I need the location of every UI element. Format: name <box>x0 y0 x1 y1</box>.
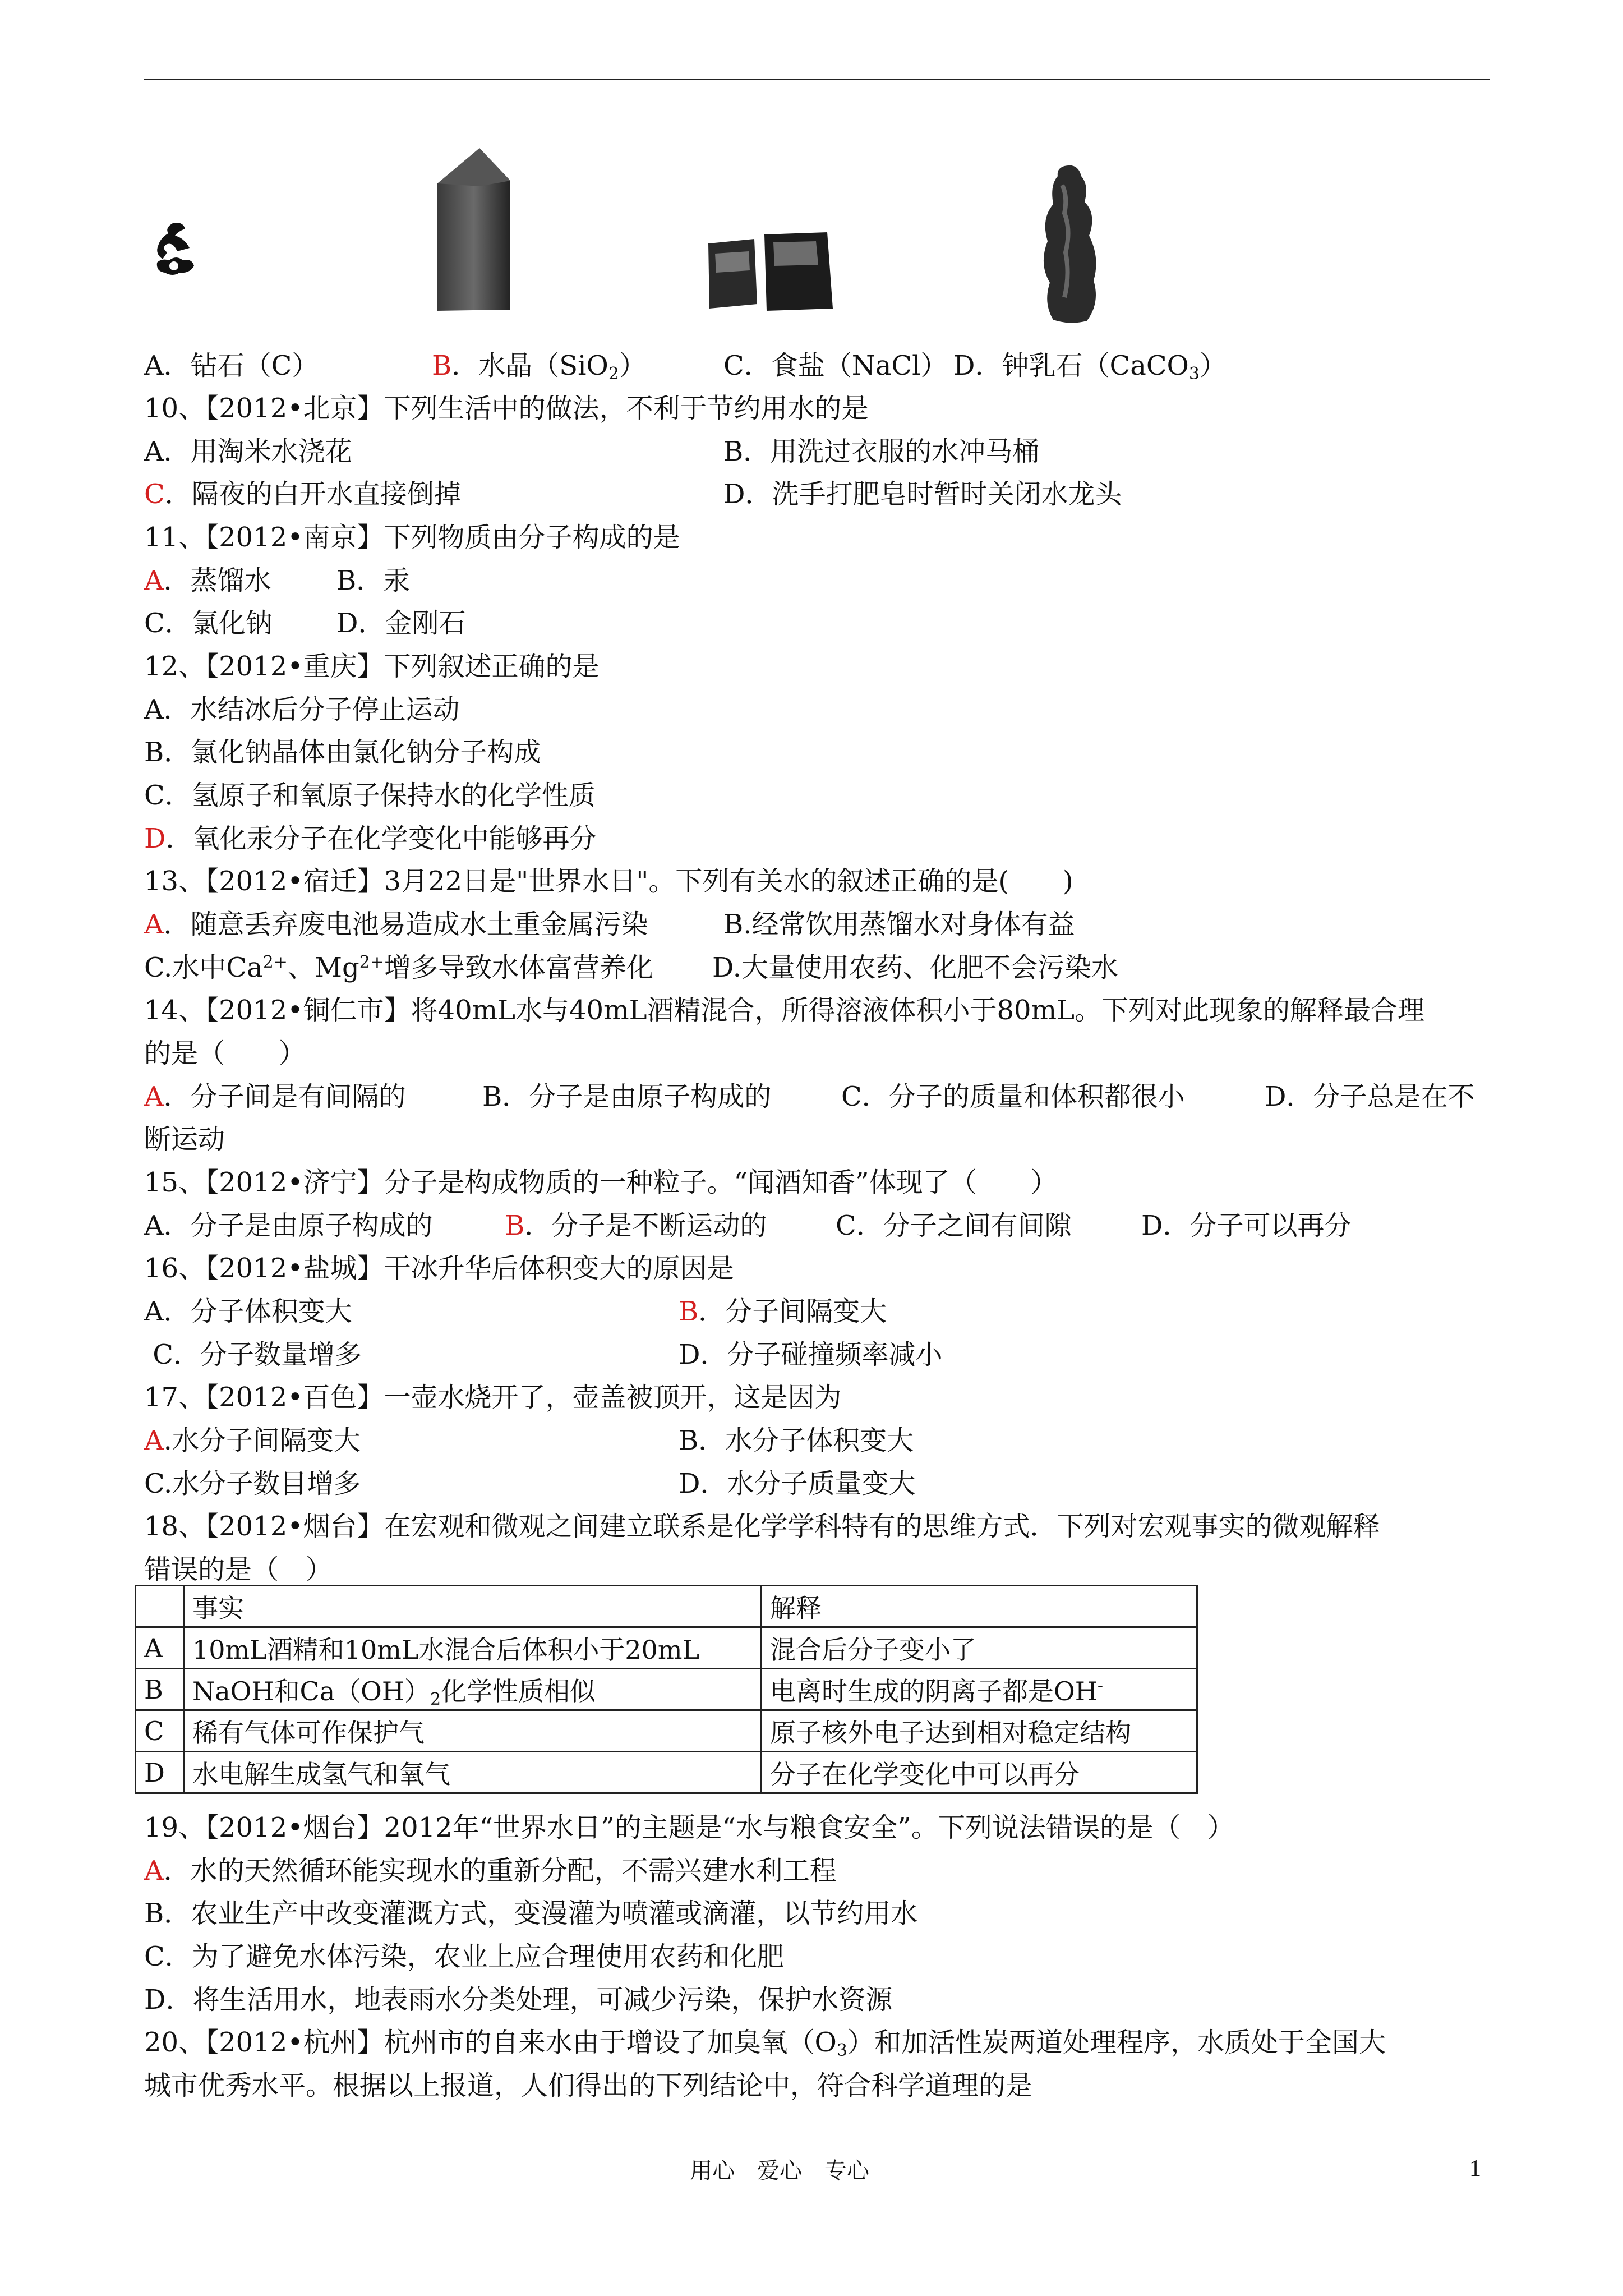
q9-option-c: C．食盐（NaCl） <box>723 350 948 381</box>
row-label: B <box>136 1669 184 1710</box>
table-header-row <box>136 1586 1197 1627</box>
q11-option-a <box>144 564 271 597</box>
q10-option-d: D．洗手打肥皂时暂时关闭水龙头 <box>723 478 1122 510</box>
answer-letter: A <box>144 1081 164 1112</box>
q12-stem: 12、【2012•重庆】下列叙述正确的是 <box>144 651 600 682</box>
q16-option-d: D．分子碰撞频率减小 <box>679 1339 943 1370</box>
q14-option-c: C．分子的质量和体积都很小 <box>841 1081 1185 1112</box>
q16-option-b-text: ．分子间隔变大 <box>698 1296 887 1327</box>
q19-option-d: D．将生活用水，地表雨水分类处理，可减少污染，保护水资源 <box>144 1984 893 2016</box>
answer-letter: C <box>144 478 165 510</box>
q10-option-a: A．用淘米水浇花 <box>144 436 352 467</box>
q19-option-c: C．为了避免水体污染，农业上应合理使用农药和化肥 <box>144 1941 784 1972</box>
q16-option-b <box>679 1295 887 1328</box>
table-header-cell <box>136 1586 184 1627</box>
table-row <box>136 1752 1197 1793</box>
q19-option-a-text: ．水的天然循环能实现水的重新分配，不需兴建水利工程 <box>163 1855 837 1887</box>
header-rule <box>144 79 1490 80</box>
paren: ） <box>619 350 646 381</box>
explain-cell: 混合后分子变小了 <box>762 1627 1197 1669</box>
subscript: 2 <box>608 364 619 384</box>
fact-text: NaOH和Ca（OH） <box>192 1676 430 1706</box>
q13-option-c-mid: 、Mg <box>287 952 359 983</box>
q13-option-a-text: ．随意丢弃废电池易造成水土重金属污染 <box>163 909 648 940</box>
q14-stem-line2: 的是（ ） <box>144 1038 306 1069</box>
q15-stem: 15、【2012•济宁】分子是构成物质的一种粒子。“闻酒知香”体现了（ ） <box>144 1167 1058 1198</box>
superscript: 2+ <box>359 953 384 972</box>
explain-text: 电离时生成的阴离子都是OH <box>770 1676 1098 1706</box>
superscript: - <box>1097 1676 1103 1696</box>
explain-cell <box>762 1669 1197 1710</box>
q20-stem-text: 20、【2012•杭州】杭州市的自来水由于增设了加臭氧（O <box>144 2027 837 2058</box>
q14-option-a-text: ．分子间是有间隔的 <box>163 1081 406 1112</box>
q20-stem-line2: 城市优秀水平。根据以上报道，人们得出的下列结论中，符合科学道理的是 <box>144 2070 1033 2101</box>
q13-option-c-text: C.水中Ca <box>144 952 263 983</box>
q16-option-c: C．分子数量增多 <box>144 1339 362 1370</box>
diamond-image <box>150 219 201 280</box>
explain-cell: 原子核外电子达到相对稳定结构 <box>762 1710 1197 1752</box>
q9-option-b <box>432 349 646 383</box>
q15-option-c: C．分子之间有间隙 <box>836 1210 1072 1241</box>
row-label: C <box>136 1710 184 1752</box>
q12-option-a: A．水结冰后分子停止运动 <box>144 694 460 725</box>
explain-cell: 分子在化学变化中可以再分 <box>762 1752 1197 1793</box>
q11-option-b: B．汞 <box>336 565 411 596</box>
q14-stem-line1: 14、【2012•铜仁市】将40mL水与40mL酒精混合，所得溶液体积小于80mL。下列对此现象的解释最合理 <box>144 995 1424 1026</box>
q18-stem-line2: 错误的是（ ） <box>144 1554 333 1585</box>
salt-crystal-image <box>704 231 838 315</box>
q14-option-b: B．分子是由原子构成的 <box>482 1081 772 1112</box>
q15-option-b <box>505 1209 767 1243</box>
answer-letter: B <box>505 1210 525 1241</box>
q11-option-a-text: ．蒸馏水 <box>163 565 271 596</box>
row-label: A <box>136 1627 184 1669</box>
fact-text-post: 化学性质相似 <box>441 1676 596 1706</box>
q11-option-c: C．氯化钠 <box>144 608 273 639</box>
subscript: 3 <box>1188 364 1200 384</box>
table-row <box>136 1627 1197 1669</box>
q12-option-d-text: ．氧化汞分子在化学变化中能够再分 <box>165 823 597 854</box>
answer-letter: D <box>144 823 166 854</box>
facts-table <box>135 1585 1198 1794</box>
table-row <box>136 1669 1197 1710</box>
footer-motto: 用心 爱心 专心 <box>690 2158 869 2184</box>
answer-letter: A <box>144 1855 164 1887</box>
superscript: 2+ <box>262 953 288 972</box>
q13-option-c-post: 增多导致水体富营养化 <box>384 952 653 983</box>
q10-option-c <box>144 477 461 511</box>
q13-option-d: D.大量使用农药、化肥不会污染水 <box>712 952 1119 983</box>
table-row <box>136 1710 1197 1752</box>
q12-option-c: C．氢原子和氧原子保持水的化学性质 <box>144 780 596 811</box>
q17-option-d: D．水分子质量变大 <box>679 1468 916 1499</box>
q16-stem: 16、【2012•盐城】干冰升华后体积变大的原因是 <box>144 1253 734 1284</box>
q13-stem: 13、【2012•宿迁】3月22日是"世界水日"。下列有关水的叙述正确的是( ) <box>144 866 1073 897</box>
q9-option-a: A．钻石（C） <box>144 350 319 381</box>
q13-option-a <box>144 908 648 941</box>
q9-option-b-text: ．水晶（SiO <box>451 350 608 381</box>
q10-stem: 10、【2012•北京】下列生活中的做法，不利于节约用水的是 <box>144 393 869 424</box>
q13-option-b: B.经常饮用蒸馏水对身体有益 <box>723 909 1075 940</box>
q17-stem: 17、【2012•百色】一壶水烧开了，壶盖被顶开，这是因为 <box>144 1382 842 1413</box>
q20-stem-text-post: ）和加活性炭两道处理程序，水质处于全国大 <box>847 2027 1386 2058</box>
q11-stem: 11、【2012•南京】下列物质由分子构成的是 <box>144 522 680 553</box>
q19-option-b: B．农业生产中改变灌溉方式，变漫灌为喷灌或滴灌，以节约用水 <box>144 1898 918 1929</box>
stalactite-image <box>1031 163 1109 325</box>
table-header-cell: 事实 <box>184 1586 762 1627</box>
q12-option-b: B．氯化钠晶体由氯化钠分子构成 <box>144 737 541 768</box>
answer-letter: B <box>679 1296 699 1327</box>
q12-option-d <box>144 822 597 855</box>
q11-option-d: D．金刚石 <box>336 608 466 639</box>
q13-option-c <box>144 951 653 984</box>
answer-letter: A <box>144 1425 164 1456</box>
answer-letter: A <box>144 565 164 596</box>
fact-cell: 稀有气体可作保护气 <box>184 1710 762 1752</box>
subscript: 2 <box>430 1689 441 1709</box>
q17-option-b: B．水分子体积变大 <box>679 1425 914 1456</box>
answer-letter: B <box>432 350 452 381</box>
subscript: 3 <box>836 2041 847 2060</box>
q17-option-a <box>144 1424 361 1457</box>
q20-stem-line1 <box>144 2026 1386 2059</box>
q17-option-a-text: .水分子间隔变大 <box>163 1425 361 1456</box>
q10-option-c-text: ．隔夜的白开水直接倒掉 <box>164 478 461 510</box>
q14-option-d: D．分子总是在不 <box>1265 1081 1475 1112</box>
q15-option-b-text: ．分子是不断运动的 <box>524 1210 767 1241</box>
quartz-crystal-image <box>426 147 533 315</box>
q9-option-d-text: D．钟乳石（CaCO <box>953 350 1189 381</box>
row-label: D <box>136 1752 184 1793</box>
q16-option-a: A．分子体积变大 <box>144 1296 352 1327</box>
q19-option-a <box>144 1854 837 1888</box>
answer-letter: A <box>144 909 164 940</box>
q18-stem-line1: 18、【2012•烟台】在宏观和微观之间建立联系是化学学科特有的思维方式．下列对宏观事实的微观解释 <box>144 1511 1380 1542</box>
q10-option-b: B．用洗过衣服的水冲马桶 <box>723 436 1040 467</box>
paren: ） <box>1200 350 1227 381</box>
q19-stem: 19、【2012•烟台】2012年“世界水日”的主题是“水与粮食安全”。下列说法错误的是（ ） <box>144 1812 1234 1843</box>
q14-option-d-continued: 断运动 <box>144 1124 225 1155</box>
q15-option-a: A．分子是由原子构成的 <box>144 1210 433 1241</box>
q17-option-c: C.水分子数目增多 <box>144 1468 361 1499</box>
q15-option-d: D．分子可以再分 <box>1141 1210 1352 1241</box>
q14-option-a <box>144 1080 406 1114</box>
page-number: 1 <box>1469 2156 1481 2182</box>
fact-cell: 10mL酒精和10mL水混合后体积小于20mL <box>184 1627 762 1669</box>
fact-cell: 水电解生成氢气和氧气 <box>184 1752 762 1793</box>
table-header-cell: 解释 <box>762 1586 1197 1627</box>
fact-cell <box>184 1669 762 1710</box>
q9-option-d <box>953 349 1227 383</box>
